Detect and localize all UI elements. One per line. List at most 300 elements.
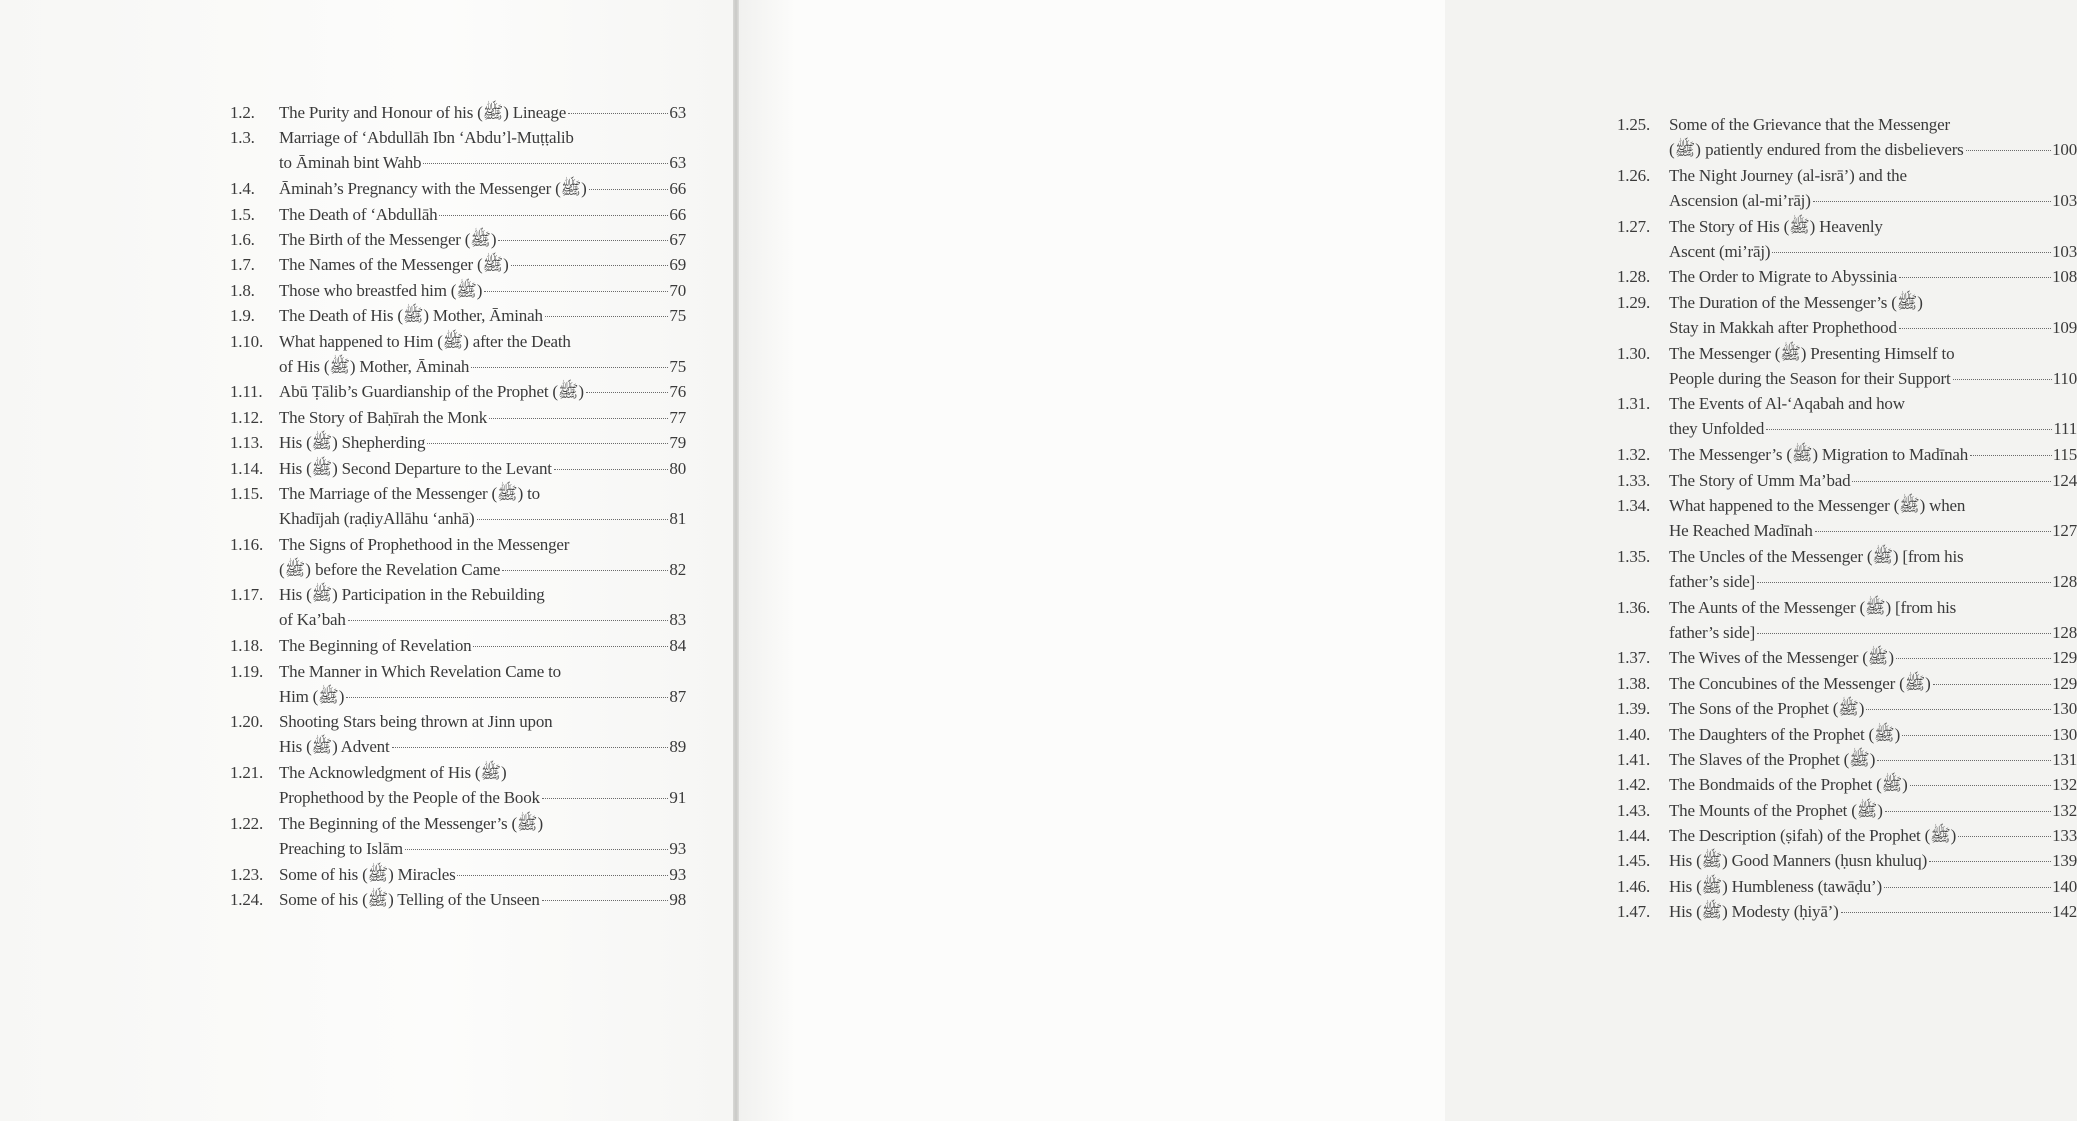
toc-entry-last-line xyxy=(279,278,686,303)
toc-entry-title-line: Abū Ṭālib’s Guardianship of the Prophet (ﷺ) xyxy=(279,382,584,402)
right-page xyxy=(739,0,2077,1121)
toc-entry-body xyxy=(1669,112,2077,162)
toc-entry xyxy=(1617,899,2077,924)
toc-entry-body xyxy=(1669,823,2077,848)
toc-page-number: 76 xyxy=(669,382,686,402)
toc-entry xyxy=(1617,671,2077,696)
dot-leader xyxy=(1757,633,2051,634)
toc-entry-number: 1.4. xyxy=(230,179,255,199)
toc-entry xyxy=(230,202,686,227)
toc-entry-body xyxy=(1669,671,2077,696)
toc-entry xyxy=(1617,772,2077,797)
toc-page-number: 93 xyxy=(669,839,686,859)
toc-page-number: 79 xyxy=(669,433,686,453)
toc-entry-title-line: of His (ﷺ) Mother, Āminah xyxy=(279,356,470,376)
toc-page-number: 82 xyxy=(669,559,686,579)
toc-entry-number: 1.40. xyxy=(1617,724,1651,744)
dot-leader xyxy=(542,798,669,799)
toc-entry-title-line: The Events of Al-‘Aqabah and how xyxy=(1669,394,1905,414)
toc-entry-title-line: father’s side] xyxy=(1669,622,1756,642)
toc-page-number: 84 xyxy=(669,636,686,656)
toc-entry-last-line xyxy=(279,405,686,430)
toc-entry-last-line xyxy=(279,862,686,887)
toc-entry-last-line xyxy=(1669,264,2077,289)
toc-page-number: 103 xyxy=(2052,190,2077,210)
toc-entry xyxy=(1617,468,2077,493)
toc-page-number: 63 xyxy=(669,153,686,173)
toc-entry-title-line: they Unfolded xyxy=(1669,419,1765,439)
toc-entry-title-line: What happened to the Messenger (ﷺ) when xyxy=(1669,495,1966,515)
dot-leader xyxy=(439,215,668,216)
toc-entry-body xyxy=(1669,595,2077,645)
dot-leader xyxy=(1866,709,2051,710)
toc-entry-title-line: The Beginning of the Messenger’s (ﷺ) xyxy=(279,814,543,834)
toc-entry-body xyxy=(279,100,686,125)
toc-entry xyxy=(1617,848,2077,873)
toc-entry-number: 1.18. xyxy=(230,636,264,656)
dot-leader xyxy=(498,240,668,241)
toc-entry xyxy=(230,862,686,887)
toc-entry-number: 1.9. xyxy=(230,306,255,326)
dot-leader xyxy=(1896,658,2051,659)
dot-leader xyxy=(1953,379,2052,380)
toc-entry-body xyxy=(279,532,686,582)
toc-entry-last-line xyxy=(1669,798,2077,823)
toc-entry-number: 1.7. xyxy=(230,255,255,275)
toc-entry-title-line: The Marriage of the Messenger (ﷺ) to xyxy=(279,483,540,503)
toc-entry-body xyxy=(1669,163,2077,213)
toc-entry xyxy=(230,456,686,481)
toc-entry-title-line: The Signs of Prophethood in the Messenger xyxy=(279,534,570,554)
toc-entry-number: 1.13. xyxy=(230,433,264,453)
toc-entry-last-line xyxy=(279,633,686,658)
toc-entry-body xyxy=(279,760,686,810)
toc-entry-last-line xyxy=(1669,671,2077,696)
dot-leader xyxy=(511,265,669,266)
toc-entry-body xyxy=(279,125,686,175)
toc-entry-body xyxy=(1669,798,2077,823)
toc-entry-number: 1.30. xyxy=(1617,343,1651,363)
toc-entry-body xyxy=(279,582,686,632)
dot-leader xyxy=(457,875,668,876)
toc-entry-body xyxy=(1669,468,2077,493)
toc-entry-last-line xyxy=(1669,239,2077,264)
toc-page-number: 124 xyxy=(2052,470,2077,490)
dot-leader xyxy=(1885,811,2051,812)
toc-entry xyxy=(1617,544,2077,595)
toc-page-number: 81 xyxy=(669,508,686,528)
toc-entry xyxy=(1617,214,2077,265)
dot-leader xyxy=(477,519,669,520)
toc-entry-title-line: The Wives of the Messenger (ﷺ) xyxy=(1669,648,1894,668)
dot-leader xyxy=(1815,531,2051,532)
toc-entry-title-line: The Purity and Honour of his (ﷺ) Lineage xyxy=(279,103,567,122)
toc-entry-last-line xyxy=(279,303,686,328)
dot-leader xyxy=(346,697,668,698)
dot-leader xyxy=(489,418,668,419)
toc-entry xyxy=(230,329,686,380)
toc-page-number: 110 xyxy=(2052,368,2077,388)
dot-leader xyxy=(568,113,668,114)
toc-entry-title-line: His (ﷺ) Shepherding xyxy=(279,433,426,453)
toc-entry xyxy=(1617,112,2077,163)
toc-entry-body xyxy=(1669,772,2077,797)
toc-entry-number: 1.28. xyxy=(1617,267,1651,287)
dot-leader xyxy=(1958,836,2051,837)
toc-entry-body xyxy=(279,405,686,430)
toc-entry-number: 1.38. xyxy=(1617,673,1651,693)
toc-entry-body xyxy=(1669,899,2077,924)
toc-entry-title-line: to Āminah bint Wahb xyxy=(279,153,422,173)
toc-page-number: 130 xyxy=(2052,699,2077,719)
toc-entry-body xyxy=(279,811,686,861)
toc-entry xyxy=(230,532,686,583)
toc-entry-last-line xyxy=(1669,722,2077,747)
toc-entry-title-line: The Story of Umm Ma’bad xyxy=(1669,470,1851,490)
toc-entry xyxy=(1617,264,2077,289)
toc-page-number: 133 xyxy=(2052,826,2077,846)
toc-entry-number: 1.16. xyxy=(230,534,264,554)
toc-entry-body xyxy=(279,862,686,887)
toc-entry xyxy=(230,481,686,532)
toc-entry-last-line xyxy=(1669,416,2077,441)
dot-leader xyxy=(473,646,668,647)
toc-page-number: 109 xyxy=(2052,317,2077,337)
toc-entry-last-line xyxy=(1669,518,2077,543)
dot-leader xyxy=(471,367,668,368)
toc-left-column xyxy=(230,100,686,913)
dot-leader xyxy=(405,849,669,850)
toc-entry xyxy=(1617,874,2077,899)
toc-entry-title-line: The Uncles of the Messenger (ﷺ) [from his xyxy=(1669,546,1964,566)
toc-entry-number: 1.27. xyxy=(1617,216,1651,236)
toc-entry-body xyxy=(279,379,686,404)
toc-entry-number: 1.22. xyxy=(230,814,264,834)
toc-entry-last-line xyxy=(1669,772,2077,797)
toc-page-number: 75 xyxy=(669,356,686,376)
toc-entry-number: 1.11. xyxy=(230,382,263,402)
toc-entry-title-line: The Order to Migrate to Abyssinia xyxy=(1669,267,1898,287)
toc-page-number: 98 xyxy=(669,890,686,910)
toc-entry-last-line xyxy=(279,202,686,227)
toc-page-number: 75 xyxy=(669,306,686,326)
toc-entry-body xyxy=(279,887,686,912)
toc-page-number: 128 xyxy=(2052,571,2077,591)
toc-page-number: 132 xyxy=(2052,800,2077,820)
toc-entry-number: 1.25. xyxy=(1617,115,1651,134)
toc-entry-title-line: (ﷺ) patiently endured from the disbelievers xyxy=(1669,140,1964,159)
toc-entry-number: 1.2. xyxy=(230,103,255,122)
toc-entry-title-line: Ascent (mi’rāj) xyxy=(1669,241,1771,261)
toc-entry-number: 1.29. xyxy=(1617,292,1651,312)
toc-entry-body xyxy=(1669,747,2077,772)
toc-entry-number: 1.41. xyxy=(1617,749,1651,769)
toc-entry-title-line: The Sons of the Prophet (ﷺ) xyxy=(1669,699,1865,719)
toc-entry-last-line xyxy=(1669,823,2077,848)
toc-entry-title-line: of Ka’bah xyxy=(279,610,346,630)
toc-entry-number: 1.8. xyxy=(230,280,255,300)
dot-leader xyxy=(427,443,668,444)
dot-leader xyxy=(1766,429,2052,430)
toc-entry-last-line xyxy=(279,150,686,175)
toc-entry xyxy=(1617,823,2077,848)
toc-entry-last-line xyxy=(279,430,686,455)
dot-leader xyxy=(1910,785,2051,786)
toc-entry-last-line xyxy=(1669,137,2077,162)
toc-entry-number: 1.35. xyxy=(1617,546,1651,566)
toc-entry-body xyxy=(279,430,686,455)
toc-page-number: 130 xyxy=(2052,724,2077,744)
toc-entry-number: 1.3. xyxy=(230,128,255,148)
dot-leader xyxy=(589,189,669,190)
toc-page-number: 103 xyxy=(2052,241,2077,261)
toc-entry xyxy=(230,252,686,277)
toc-entry-last-line xyxy=(279,506,686,531)
toc-entry-title-line: His (ﷺ) Humbleness (tawāḍu’) xyxy=(1669,876,1882,896)
toc-entry-number: 1.23. xyxy=(230,864,264,884)
dot-leader xyxy=(554,469,669,470)
toc-entry-title-line: Āminah’s Pregnancy with the Messenger (ﷺ) xyxy=(279,179,587,199)
toc-entry-body xyxy=(1669,214,2077,264)
toc-entry-last-line xyxy=(1669,188,2077,213)
toc-page-number: 131 xyxy=(2052,749,2077,769)
toc-page-number: 66 xyxy=(669,204,686,224)
left-page xyxy=(0,0,733,1121)
toc-entry-last-line xyxy=(279,252,686,277)
toc-entry-title-line: Him (ﷺ) xyxy=(279,686,345,706)
dot-leader xyxy=(1899,277,2051,278)
toc-entry xyxy=(1617,290,2077,341)
toc-entry-number: 1.45. xyxy=(1617,851,1651,871)
toc-entry-number: 1.47. xyxy=(1617,902,1651,922)
toc-entry-last-line xyxy=(279,785,686,810)
dot-leader xyxy=(545,316,669,317)
toc-entry-title-line: Some of his (ﷺ) Miracles xyxy=(279,864,456,884)
toc-right-column xyxy=(1617,112,2077,925)
toc-page-number: 69 xyxy=(669,255,686,275)
toc-entry-body xyxy=(279,709,686,759)
toc-entry-title-line: Khadījah (raḍiyAllāhu ‘anhā) xyxy=(279,508,475,528)
dot-leader xyxy=(1813,201,2051,202)
dot-leader xyxy=(484,291,668,292)
toc-page-number: 77 xyxy=(669,407,686,427)
toc-entry xyxy=(230,760,686,811)
toc-entry-title-line: The Story of Baḥīrah the Monk xyxy=(279,407,488,427)
toc-entry-title-line: Some of his (ﷺ) Telling of the Unseen xyxy=(279,890,540,910)
toc-entry-title-line: His (ﷺ) Good Manners (ḥusn khuluq) xyxy=(1669,851,1928,871)
toc-entry-title-line: The Manner in Which Revelation Came to xyxy=(279,661,561,681)
toc-entry xyxy=(230,227,686,252)
toc-entry-body xyxy=(279,481,686,531)
toc-entry-body xyxy=(1669,341,2077,391)
toc-entry-body xyxy=(279,633,686,658)
dot-leader xyxy=(1841,912,2052,913)
toc-entry-last-line xyxy=(279,176,686,201)
toc-entry xyxy=(230,405,686,430)
toc-page-number: 66 xyxy=(669,179,686,199)
toc-entry-number: 1.42. xyxy=(1617,775,1651,795)
dot-leader xyxy=(392,747,669,748)
toc-entry-last-line xyxy=(1669,620,2077,645)
toc-page-number: 127 xyxy=(2052,520,2077,540)
toc-entry-title-line: The Messenger (ﷺ) Presenting Himself to xyxy=(1669,343,1955,363)
toc-entry xyxy=(1617,722,2077,747)
toc-entry-number: 1.19. xyxy=(230,661,264,681)
toc-page-number: 142 xyxy=(2052,902,2077,922)
toc-entry xyxy=(230,303,686,328)
toc-page-number: 111 xyxy=(2053,419,2077,439)
toc-page-number: 129 xyxy=(2052,673,2077,693)
toc-entry-body xyxy=(1669,696,2077,721)
toc-entry-title-line: Marriage of ‘Abdullāh Ibn ‘Abdu’l-Muṭṭalib xyxy=(279,128,574,148)
toc-entry-last-line xyxy=(279,100,686,125)
dot-leader xyxy=(586,392,669,393)
toc-page-number: 132 xyxy=(2052,775,2077,795)
toc-entry-title-line: The Birth of the Messenger (ﷺ) xyxy=(279,229,497,249)
dot-leader xyxy=(1929,861,2051,862)
toc-entry-number: 1.20. xyxy=(230,712,264,732)
toc-entry-title-line: Shooting Stars being thrown at Jinn upon xyxy=(279,712,553,732)
toc-page-number: 63 xyxy=(669,103,686,122)
toc-entry-number: 1.32. xyxy=(1617,445,1651,465)
toc-entry-title-line: His (ﷺ) Advent xyxy=(279,737,390,757)
toc-page-number: 129 xyxy=(2052,648,2077,668)
toc-entry xyxy=(1617,747,2077,772)
dot-leader xyxy=(1757,582,2051,583)
toc-entry-last-line xyxy=(1669,366,2077,391)
toc-entry xyxy=(230,582,686,633)
toc-entry-number: 1.12. xyxy=(230,407,264,427)
toc-entry-body xyxy=(1669,722,2077,747)
toc-entry-body xyxy=(1669,391,2077,441)
toc-entry-title-line: The Description (ṣifah) of the Prophet (ﷺ) xyxy=(1669,826,1957,846)
toc-entry-last-line xyxy=(279,607,686,632)
toc-entry-title-line: Preaching to Islām xyxy=(279,839,403,859)
toc-entry-body xyxy=(279,176,686,201)
toc-entry-number: 1.17. xyxy=(230,585,264,605)
toc-entry-title-line: People during the Season for their Support xyxy=(1669,368,1951,388)
toc-entry-title-line: Some of the Grievance that the Messenger xyxy=(1669,115,1950,134)
toc-entry-number: 1.26. xyxy=(1617,165,1651,185)
toc-entry-last-line xyxy=(279,227,686,252)
toc-entry-body xyxy=(1669,645,2077,670)
toc-entry-body xyxy=(279,278,686,303)
toc-entry-title-line: The Daughters of the Prophet (ﷺ) xyxy=(1669,724,1901,744)
toc-entry-title-line: The Beginning of Revelation xyxy=(279,636,472,656)
toc-page-number: 67 xyxy=(669,229,686,249)
toc-entry xyxy=(230,100,686,125)
toc-entry-last-line xyxy=(279,887,686,912)
toc-entry-number: 1.14. xyxy=(230,458,264,478)
toc-entry-last-line xyxy=(1669,468,2077,493)
toc-page-number: 139 xyxy=(2052,851,2077,871)
toc-page-number: 140 xyxy=(2052,876,2077,896)
toc-page-number: 91 xyxy=(669,788,686,808)
toc-entry-title-line: The Bondmaids of the Prophet (ﷺ) xyxy=(1669,775,1908,795)
toc-entry-body xyxy=(1669,874,2077,899)
toc-entry-body xyxy=(1669,290,2077,340)
toc-entry-body xyxy=(279,456,686,481)
toc-entry-last-line xyxy=(1669,899,2077,924)
toc-entry-number: 1.31. xyxy=(1617,394,1651,414)
toc-entry-body xyxy=(279,227,686,252)
dot-leader xyxy=(1902,735,2051,736)
toc-entry xyxy=(1617,696,2077,721)
toc-entry-title-line: The Story of His (ﷺ) Heavenly xyxy=(1669,216,1883,236)
toc-entry xyxy=(1617,493,2077,544)
toc-entry-body xyxy=(1669,493,2077,543)
toc-entry xyxy=(1617,341,2077,392)
toc-page-number: 80 xyxy=(669,458,686,478)
toc-entry-last-line xyxy=(279,354,686,379)
toc-entry-title-line: His (ﷺ) Participation in the Rebuilding xyxy=(279,585,545,605)
toc-entry-body xyxy=(1669,442,2077,467)
dot-leader xyxy=(1933,684,2051,685)
toc-entry-last-line xyxy=(1669,696,2077,721)
dot-leader xyxy=(1899,328,2051,329)
toc-page-number: 108 xyxy=(2052,267,2077,287)
toc-entry-title-line: The Slaves of the Prophet (ﷺ) xyxy=(1669,749,1876,769)
toc-entry-title-line: The Messenger’s (ﷺ) Migration to Madīnah xyxy=(1669,445,1969,465)
toc-entry-last-line xyxy=(1669,848,2077,873)
dot-leader xyxy=(542,900,669,901)
toc-entry-last-line xyxy=(279,836,686,861)
toc-entry-last-line xyxy=(1669,645,2077,670)
toc-entry xyxy=(1617,645,2077,670)
toc-entry-title-line: The Concubines of the Messenger (ﷺ) xyxy=(1669,673,1931,693)
toc-entry-body xyxy=(279,252,686,277)
toc-entry-number: 1.34. xyxy=(1617,495,1651,515)
toc-entry xyxy=(230,125,686,176)
toc-entry-last-line xyxy=(279,734,686,759)
toc-entry xyxy=(1617,595,2077,646)
toc-page-number: 83 xyxy=(669,610,686,630)
toc-entry-body xyxy=(1669,848,2077,873)
toc-entry-title-line: The Death of His (ﷺ) Mother, Āminah xyxy=(279,306,543,326)
toc-entry-title-line: The Duration of the Messenger’s (ﷺ) xyxy=(1669,292,1923,312)
dot-leader xyxy=(423,163,668,164)
toc-page-number: 70 xyxy=(669,280,686,300)
toc-page-number: 115 xyxy=(2052,445,2077,465)
dot-leader xyxy=(1966,150,2052,151)
toc-entry-last-line xyxy=(1669,747,2077,772)
toc-entry-number: 1.15. xyxy=(230,483,264,503)
toc-entry-body xyxy=(279,329,686,379)
toc-entry xyxy=(230,633,686,658)
toc-entry-title-line: His (ﷺ) Second Departure to the Levant xyxy=(279,458,552,478)
toc-entry-number: 1.24. xyxy=(230,890,264,910)
toc-entry-body xyxy=(279,659,686,709)
toc-entry-last-line xyxy=(1669,315,2077,340)
toc-entry-title-line: The Death of ‘Abdullāh xyxy=(279,204,438,224)
toc-entry-title-line: Ascension (al-mi’rāj) xyxy=(1669,190,1811,210)
toc-entry-title-line: He Reached Madīnah xyxy=(1669,520,1813,540)
toc-entry-number: 1.37. xyxy=(1617,648,1651,668)
toc-entry-number: 1.21. xyxy=(230,763,264,783)
toc-entry-body xyxy=(279,202,686,227)
toc-entry-last-line xyxy=(1669,569,2077,594)
toc-entry-number: 1.10. xyxy=(230,331,264,351)
toc-entry-title-line: Stay in Makkah after Prophethood xyxy=(1669,317,1897,337)
toc-entry xyxy=(230,176,686,201)
toc-entry-number: 1.39. xyxy=(1617,699,1651,719)
dot-leader xyxy=(502,570,668,571)
toc-entry xyxy=(230,709,686,760)
toc-entry-title-line: What happened to Him (ﷺ) after the Death xyxy=(279,331,571,351)
toc-entry-title-line: The Aunts of the Messenger (ﷺ) [from his xyxy=(1669,597,1957,617)
toc-page-number: 87 xyxy=(669,686,686,706)
dot-leader xyxy=(1772,252,2051,253)
